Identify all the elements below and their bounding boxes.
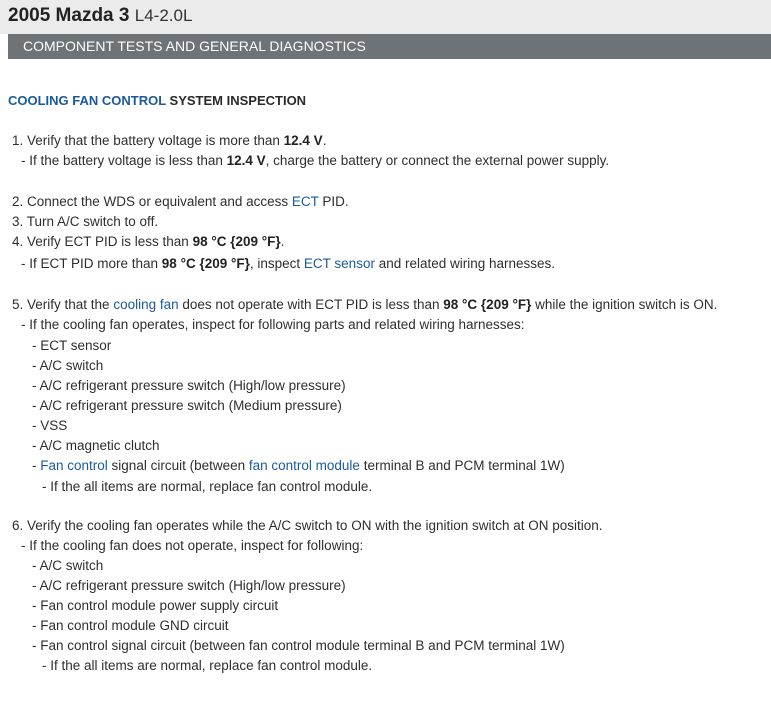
reference-link[interactable]: fan control module: [248, 458, 360, 473]
spec-value: 98 °C {209 °F}: [192, 234, 281, 249]
procedure-line: [42, 658, 372, 674]
spec-value: 12.4 V: [226, 153, 266, 168]
line-text: - Fan control signal circuit (between fan control module terminal B and PCM terminal 1W): [32, 638, 565, 653]
procedure-line: [12, 297, 717, 313]
line-text: .: [322, 133, 327, 148]
line-text: - Fan control module GND circuit: [32, 618, 229, 633]
procedure-line: [32, 638, 565, 654]
procedure-line: [12, 133, 326, 149]
procedure-line: [21, 317, 525, 333]
line-text: - If the all items are normal, replace fan control module.: [42, 479, 373, 494]
procedure-line: [32, 378, 346, 394]
line-text: - If the cooling fan does not operate, inspect for following:: [21, 538, 364, 553]
vehicle-header-bar: [0, 0, 771, 34]
procedure-line: [32, 418, 67, 434]
line-text: - A/C refrigerant pressure switch (High/low pressure): [32, 378, 346, 393]
line-text: - A/C refrigerant pressure switch (Medium pressure): [32, 398, 342, 413]
line-text: does not operate with ECT PID is less than: [178, 297, 444, 312]
heading-text: SYSTEM INSPECTION: [165, 93, 307, 108]
procedure-line: [12, 234, 284, 250]
procedure-line: [32, 558, 103, 574]
line-text: terminal B and PCM terminal 1W): [359, 458, 565, 473]
line-text: while the ignition switch is ON.: [531, 297, 718, 312]
line-text: - A/C refrigerant pressure switch (High/low pressure): [32, 578, 346, 593]
line-text: - VSS: [32, 418, 68, 433]
reference-link[interactable]: Fan control: [40, 458, 108, 473]
procedure-line: [32, 618, 229, 634]
vehicle-engine: L4-2.0L: [134, 6, 193, 25]
line-text: -: [32, 458, 41, 473]
line-text: 6. Verify the cooling fan operates while the A/C switch to ON with the ignition switch at ON position.: [12, 518, 603, 533]
spec-value: 12.4 V: [283, 133, 323, 148]
line-text: signal circuit (between: [107, 458, 249, 473]
line-text: 1. Verify that the battery voltage is more than: [12, 133, 284, 148]
line-text: and related wiring harnesses.: [374, 256, 556, 271]
procedure-line: [32, 358, 103, 374]
line-text: - If the all items are normal, replace fan control module.: [42, 658, 373, 673]
line-text: - If ECT PID more than: [21, 256, 162, 271]
procedure-line: [12, 214, 158, 230]
procedure-line: [21, 538, 363, 554]
procedure-heading: [8, 93, 306, 109]
line-text: PID.: [318, 194, 349, 209]
line-text: - A/C switch: [32, 358, 104, 373]
line-text: - A/C switch: [32, 558, 104, 573]
procedure-line: [12, 194, 349, 210]
procedure-line: [32, 438, 160, 454]
line-text: .: [280, 234, 285, 249]
vehicle-model: 2005 Mazda 3: [8, 5, 130, 26]
reference-link[interactable]: cooling fan: [113, 297, 179, 312]
line-text: - If the cooling fan operates, inspect for following parts and related wiring harnesses:: [21, 317, 525, 332]
spec-value: 98 °C {209 °F}: [443, 297, 532, 312]
cooling-fan-control-link[interactable]: COOLING FAN CONTROL: [8, 93, 166, 108]
vehicle-title: [8, 5, 192, 27]
procedure-line: [32, 458, 565, 474]
spec-value: 98 °C {209 °F}: [161, 256, 250, 271]
procedure-line: [21, 153, 609, 169]
procedure-line: [42, 479, 372, 495]
procedure-line: [21, 256, 555, 272]
line-text: - Fan control module power supply circuit: [32, 598, 279, 613]
section-title: COMPONENT TESTS AND GENERAL DIAGNOSTICS: [23, 38, 366, 54]
procedure-line: [32, 578, 346, 594]
line-text: , charge the battery or connect the external power supply.: [265, 153, 610, 168]
line-text: 3. Turn A/C switch to off.: [12, 214, 159, 229]
line-text: , inspect: [249, 256, 304, 271]
line-text: 5. Verify that the: [12, 297, 114, 312]
section-header-bar: [8, 34, 771, 59]
line-text: - ECT sensor: [32, 338, 112, 353]
reference-link[interactable]: ECT sensor: [303, 256, 375, 271]
line-text: 4. Verify ECT PID is less than: [12, 234, 193, 249]
line-text: 2. Connect the WDS or equivalent and access: [12, 194, 292, 209]
procedure-line: [32, 398, 342, 414]
line-text: - If the battery voltage is less than: [21, 153, 227, 168]
procedure-line: [32, 598, 278, 614]
procedure-line: [32, 338, 111, 354]
reference-link[interactable]: ECT: [291, 194, 319, 209]
procedure-line: [12, 518, 603, 534]
line-text: - A/C magnetic clutch: [32, 438, 160, 453]
